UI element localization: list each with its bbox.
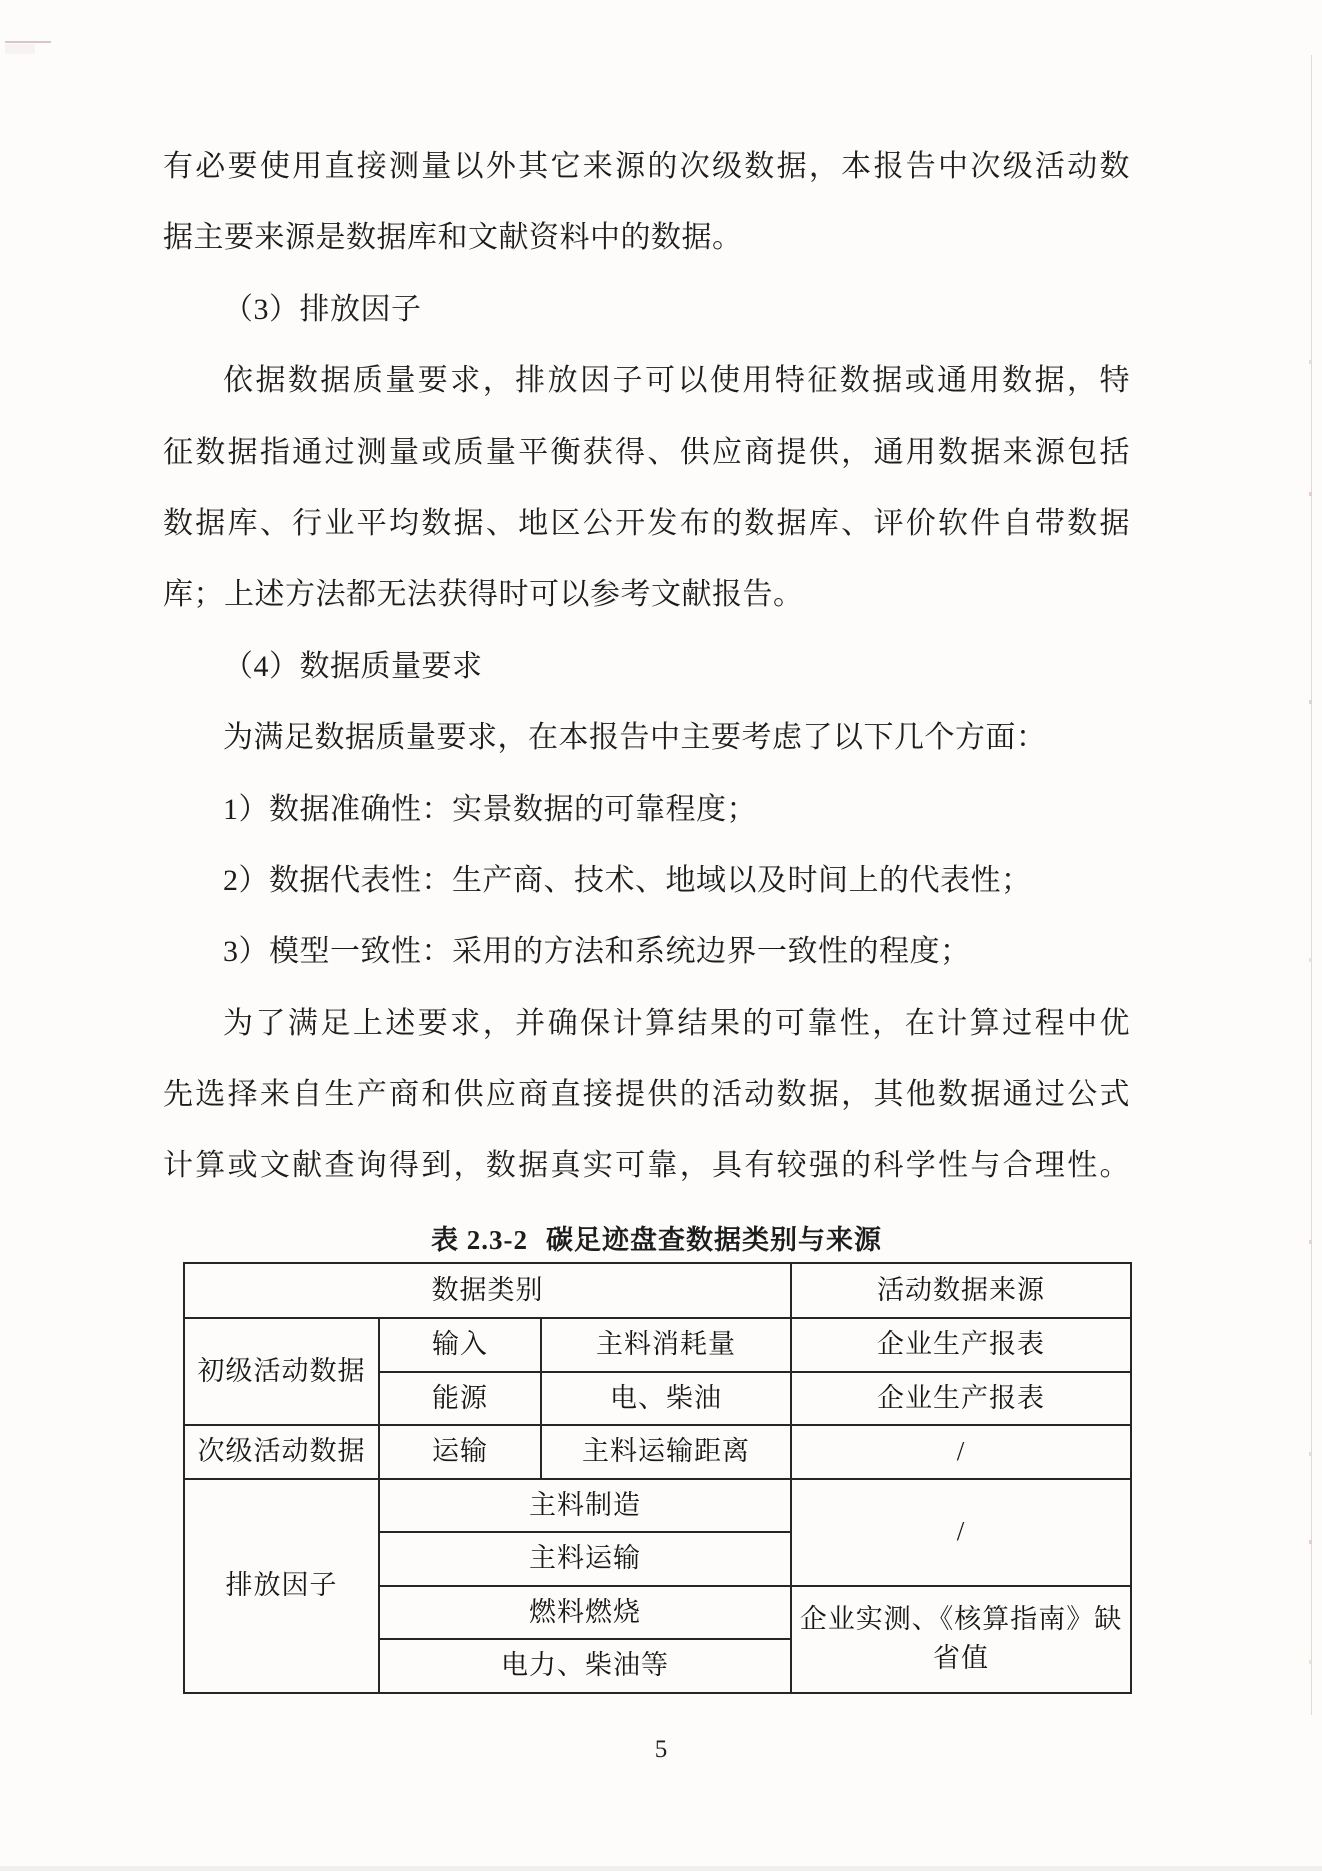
cell-emission-factor: 排放因子 (184, 1479, 379, 1693)
scan-artifact-speck (1309, 700, 1312, 704)
table-caption-number: 表 2.3-2 (431, 1225, 528, 1255)
section-heading-3: （3）排放因子 (223, 292, 422, 326)
cell-electricity-diesel: 电、柴油 (541, 1372, 791, 1426)
body-text (163, 131, 1130, 1202)
page-number: 5 (654, 1736, 668, 1763)
cell-enterprise-report-2: 企业生产报表 (791, 1372, 1131, 1426)
cell-primary-activity-data: 初级活动数据 (184, 1318, 379, 1425)
scan-artifact-speck (1309, 958, 1312, 962)
cell-measured-guideline-default: 企业实测、《核算指南》缺省值 (791, 1586, 1131, 1693)
body-line: 为满足数据质量要求，在本报告中主要考虑了以下几个方面： (223, 721, 1047, 755)
cell-main-material-manufacturing: 主料制造 (379, 1479, 791, 1533)
scan-artifact-line (5, 41, 51, 43)
body-line: 库；上述方法都无法获得时可以参考文献报告。 (163, 578, 804, 612)
cell-enterprise-report-1: 企业生产报表 (791, 1318, 1131, 1372)
cell-power-diesel-etc: 电力、柴油等 (379, 1639, 791, 1693)
data-source-table (183, 1262, 1132, 1694)
scan-artifact-speck (1309, 1660, 1312, 1664)
table-caption (183, 1218, 1130, 1262)
scan-artifact-bottom-edge (0, 1866, 1322, 1871)
body-line: 据主要来源是数据库和文献资料中的数据。 (163, 221, 743, 255)
cell-secondary-activity-data: 次级活动数据 (184, 1425, 379, 1479)
table-header-activity-source: 活动数据来源 (791, 1263, 1131, 1318)
scan-artifact-speck (1309, 492, 1312, 496)
list-item-2: 2）数据代表性：生产商、技术、地域以及时间上的代表性； (223, 863, 1032, 897)
cell-main-material-distance: 主料运输距离 (541, 1425, 791, 1479)
scan-artifact-speck (1309, 1452, 1312, 1456)
scan-artifact-edge-line (1311, 55, 1312, 1715)
scan-artifact-speck (1309, 1540, 1312, 1544)
scan-artifact-speck (1309, 360, 1312, 364)
body-line: 先选择来自生产商和供应商直接提供的活动数据，其他数据通过公式 (163, 1078, 1130, 1112)
scan-artifact-speck (1309, 1240, 1312, 1244)
scan-artifact-smudge (5, 44, 35, 54)
cell-energy: 能源 (379, 1372, 541, 1426)
table-header-data-category: 数据类别 (184, 1263, 791, 1318)
cell-input: 输入 (379, 1318, 541, 1372)
cell-main-material-transport: 主料运输 (379, 1532, 791, 1586)
body-line: 为了满足上述要求，并确保计算结果的可靠性，在计算过程中优 (223, 1006, 1130, 1040)
cell-fuel-combustion: 燃料燃烧 (379, 1586, 791, 1640)
list-item-1: 1）数据准确性：实景数据的可靠程度； (223, 792, 757, 826)
cell-main-material-consumption: 主料消耗量 (541, 1318, 791, 1372)
cell-slash-transport: / (791, 1425, 1131, 1479)
body-line: 征数据指通过测量或质量平衡获得、供应商提供，通用数据来源包括 (163, 435, 1130, 469)
section-heading-4: （4）数据质量要求 (223, 649, 483, 683)
cell-slash-mfg-trans: / (791, 1479, 1131, 1586)
cell-transport: 运输 (379, 1425, 541, 1479)
body-line: 有必要使用直接测量以外其它来源的次级数据，本报告中次级活动数 (163, 150, 1130, 183)
table-caption-title: 碳足迹盘查数据类别与来源 (546, 1225, 882, 1255)
list-item-3: 3）模型一致性：采用的方法和系统边界一致性的程度； (223, 935, 971, 969)
body-line: 依据数据质量要求，排放因子可以使用特征数据或通用数据，特 (223, 364, 1130, 398)
body-line: 计算或文献查询得到，数据真实可靠，具有较强的科学性与合理性。 (163, 1149, 1130, 1183)
body-line: 数据库、行业平均数据、地区公开发布的数据库、评价软件自带数据 (163, 506, 1130, 540)
